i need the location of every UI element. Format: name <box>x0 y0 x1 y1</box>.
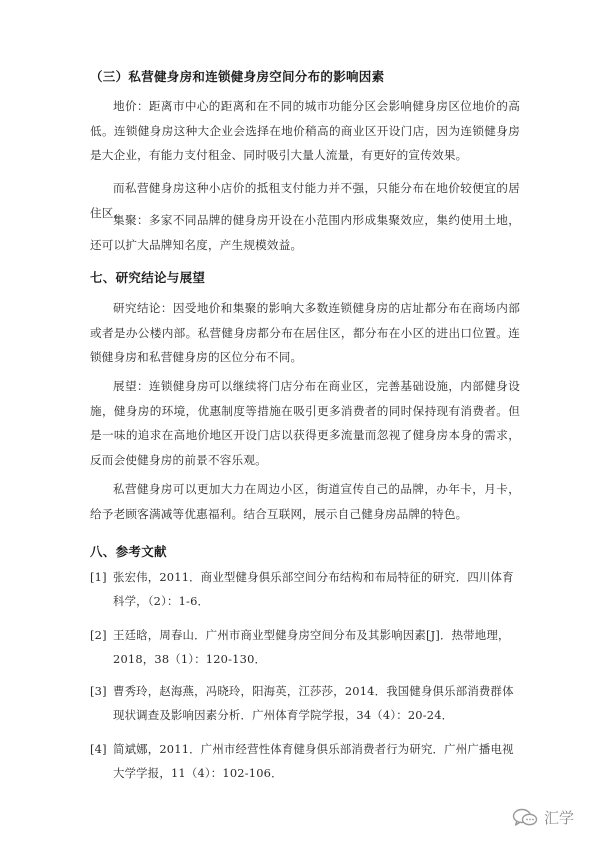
reference-item <box>90 738 520 785</box>
section-references-title: 八、参考文献 <box>90 544 167 559</box>
chat-bubbles-icon <box>512 808 538 828</box>
reference-number: [1] <box>90 570 107 584</box>
reference-item <box>90 624 520 671</box>
reference-number: [2] <box>90 628 107 642</box>
reference-text: 简斌娜，2011．广州市经营性体育健身俱乐部消费者行为研究．广州广播电视大学学报，11（4）：102-106． <box>113 742 514 780</box>
reference-text: 张宏伟，2011．商业型健身俱乐部空间分布结构和布局特征的研究．四川体育科学，（2）：1-6． <box>113 570 514 608</box>
reference-text: 王廷晗，周春山．广州市商业型健身房空间分布及其影响因素[J]．热带地理，2018，38（1）：120-130． <box>113 628 510 666</box>
watermark-label: 汇学 <box>543 809 574 827</box>
section-conclusion-title: 七、研究结论与展望 <box>90 270 206 285</box>
paragraph-conclusion: 研究结论：因受地价和集聚的影响大多数连锁健身房的店址都分布在商场内部或者是办公楼内部。私营健身房都分布在居住区，都分布在小区的进出口位置。连锁健身房和私营健身房的区位分布不同。 <box>90 301 520 364</box>
paragraph-outlook: 展望：连锁健身房可以继续将门店分布在商业区，完善基础设施，内部健身设施，健身房的环境，优惠制度等措施在吸引更多消费者的同时保持现有消费者。但是一味的追求在高地价地区开设门店以获得更多流量而忽视了健身房本身的需求，反而会使健身房的前景不容乐观。 <box>90 379 520 467</box>
watermark <box>512 807 574 828</box>
reference-item <box>90 680 520 727</box>
reference-text: 曹秀玲，赵海燕，冯晓玲，阳海英，江莎莎，2014．我国健身俱乐部消费群体现状调查及影响因素分析．广州体育学院学报，34（4）：20-24． <box>113 684 514 722</box>
paragraph-agglomeration: 集聚：多家不同品牌的健身房开设在小范围内形成集聚效应，集约使用土地，还可以扩大品牌知名度，产生规模效益。 <box>90 213 520 252</box>
paragraph-private-gym: 而私营健身房这种小店价的抵租支付能力并不强，只能分布在地价较便宜的居住区。 <box>90 181 520 220</box>
reference-number: [4] <box>90 742 107 756</box>
reference-item <box>90 566 520 613</box>
reference-number: [3] <box>90 684 107 698</box>
paragraph-land-price: 地价：距离市中心的距离和在不同的城市功能分区会影响健身房区位地价的高低。连锁健身房这种大企业会选择在地价稍高的商业区开设门店，因为连锁健身房是大企业，有能力支付租金、同时吸引大量人流量，有更好的宣传效果。 <box>90 99 520 162</box>
paragraph-private-suggestion: 私营健身房可以更加大力在周边小区，街道宣传自己的品牌，办年卡，月卡，给予老顾客满减等优惠福利。结合互联网，展示自己健身房品牌的特色。 <box>90 482 520 521</box>
subsection-title: （三）私营健身房和连锁健身房空间分布的影响因素 <box>90 69 385 84</box>
